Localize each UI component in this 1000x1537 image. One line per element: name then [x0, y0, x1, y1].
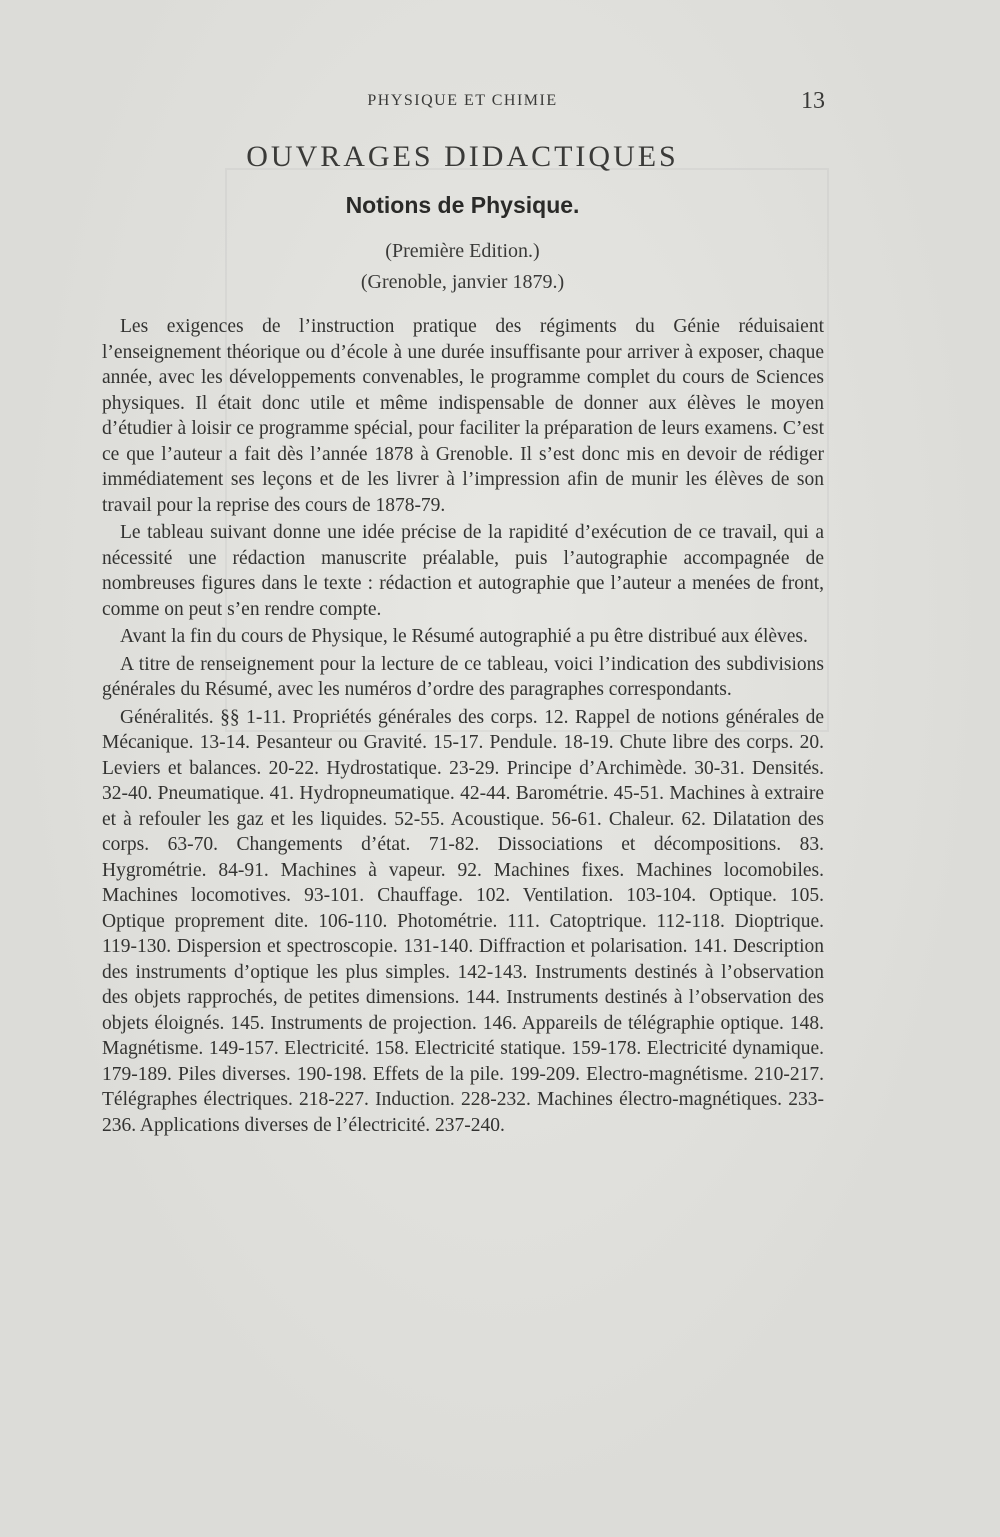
body-text [102, 314, 824, 1138]
page-number: 13 [801, 88, 825, 114]
book-title: Notions de Physique. [345, 192, 580, 218]
edition-line: (Première Edition.) [385, 240, 540, 262]
section-title: OUVRAGES DIDACTIQUES [246, 140, 679, 173]
running-head [100, 88, 825, 116]
paragraph-subdivisions: Généralités. §§ 1-11. Propriétés générales des corps. 12. Rappel de notions générales de Mécanique. 13-14. Pesanteur ou Gravité. 15-17. Pendule. 18-19. Chute libre des corps. 20. Leviers et balances. 20-22. Hydrostatique. 23-29. Principe d’Archimède. 30-31. Densités. 32-40. Pneumatique. 41. Hydropneumatique. 42-44. Barométrie. 45-51. Machines à extraire et à refouler les gaz et les liquides. 52-55. Acoustique. 56-61. Chaleur. 62. Dilatation des corps. 63-70. Changements d’état. 71-82. Dissociations et décompositions. 83. Hygrométrie. 84-91. Machines à vapeur. 92. Machines fixes. Machines locomobiles. Machines locomotives. 93-101. Chauffage. 102. Ventilation. 103-104. Optique. 105. Optique proprement dite. 106-110. Photométrie. 111. Catoptrique. 112-118. Dioptrique. 119-130. Dispersion et spectroscopie. 131-140. Diffraction et polarisation. 141. Description des instruments d’optique les plus simples. 142-143. Instruments destinés à l’observation des objets rapprochés, de petites dimensions. 144. Instruments destinés à l’observation des objets éloignés. 145. Instruments de projection. 146. Appareils de télégraphie optique. 148. Magnétisme. 149-157. Electricité. 158. Electricité statique. 159-178. Electricité dynamique. 179-189. Piles diverses. 190-198. Effets de la pile. 199-209. Electro-magnétisme. 210-217. Télégraphes électriques. 218-227. Induction. 228-232. Machines électro-magnétiques. 233-236. Applications diverses de l’électricité. 237-240. [102, 706, 824, 1136]
paragraph-intro: Les exigences de l’instruction pratique des régiments du Génie réduisaient l’enseignement théorique ou d’école à une durée insuffisante pour arriver à exposer, chaque année, avec les développements convenables, le programme complet du cours de Sciences physiques. Il était donc utile et même indispensable de donner aux élèves le moyen d’étudier à loisir ce programme spécial, pour faciliter la préparation de leurs examens. C’est ce que l’auteur a fait dès l’année 1878 à Grenoble. Il s’est donc mis en devoir de rédiger immédiatement ses leçons et de les livrer à l’impression afin de munir les élèves de son travail pour la reprise des cours de 1878-79. [102, 316, 824, 516]
place-date-line: (Grenoble, janvier 1879.) [360, 271, 565, 293]
paragraph-table-guide: A titre de renseignement pour la lecture de ce tableau, voici l’indication des subdivisions générales du Résumé, avec les numéros d’ordre des paragraphes correspondants. [102, 653, 824, 700]
paragraph-distribution: Avant la fin du cours de Physique, le Résumé autographié a pu être distribué aux élèves. [120, 626, 808, 647]
running-title: PHYSIQUE ET CHIMIE [367, 92, 558, 109]
paragraph-table-description: Le tableau suivant donne une idée précise de la rapidité d’exécution de ce travail, qui a nécessité une rédaction manuscrite préalable, puis l’autographie accompagnée de nombreuses figures dans le texte : rédaction et autographie que l’auteur a menées de front, comme on peut s’en rendre compte. [102, 522, 824, 620]
